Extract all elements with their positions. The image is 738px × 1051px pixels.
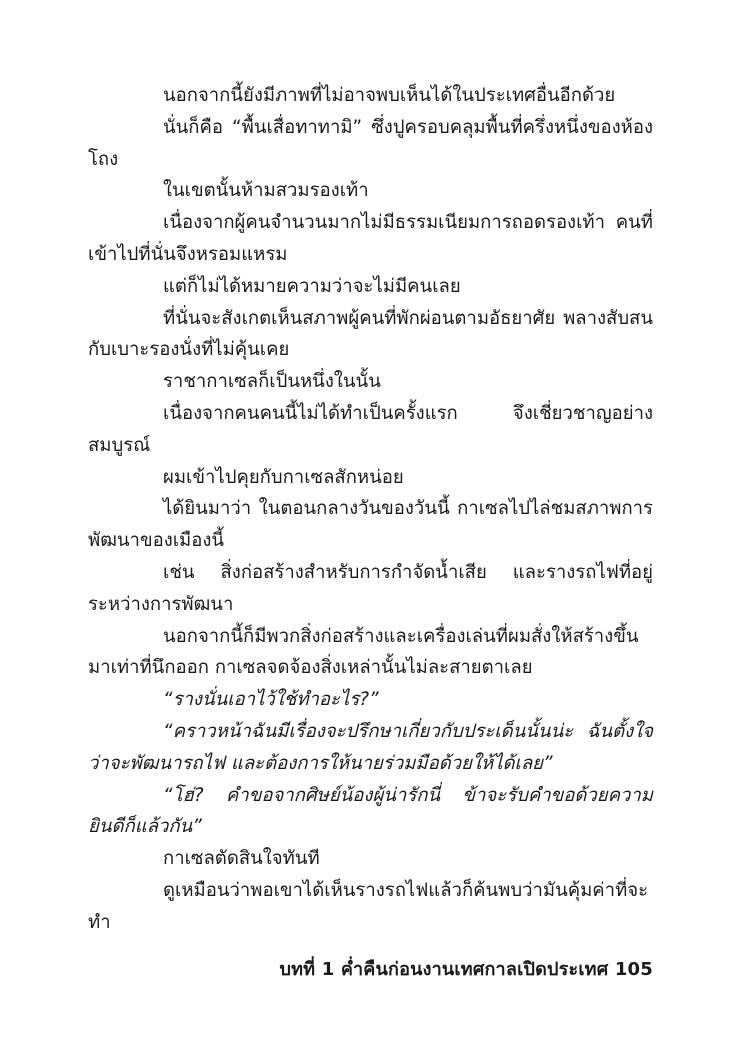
dialogue-paragraph: “รางนั่นเอาไว้ใช้ทำอะไร?”	[163, 689, 379, 711]
page-footer: บทที่ 1 ค่ำคืนก่อนงานเทศกาลเปิดประเทศ 105	[279, 959, 653, 980]
paragraph: ได้ยินมาว่า ในตอนกลางวันของวันนี้ กาเซลไปไล่ชมสภาพการพัฒนาของเมืองนี้	[88, 498, 653, 552]
paragraph: เนื่องจากคนคนนี้ไม่ได้ทำเป็นครั้งแรก จึงเชี่ยวชาญอย่างสมบูรณ์	[88, 402, 653, 456]
dialogue-paragraph: “โฮ่? คำขอจากศิษย์น้องผู้น่ารักนี่ ข้าจะรับคำขอด้วยความยินดีก็แล้วกัน”	[88, 784, 653, 838]
paragraph: นอกจากนี้ยังมีภาพที่ไม่อาจพบเห็นได้ในประเทศอื่นอีกด้วย	[163, 85, 616, 106]
dialogue-paragraph: “คราวหน้าฉันมีเรื่องจะปรึกษาเกี่ยวกับประเด็นนั้นน่ะ ฉันตั้งใจว่าจะพัฒนารถไฟ และต้องการให้นายร่วมมือด้วยให้ได้เลย”	[88, 720, 653, 774]
paragraph: ราชากาเซลก็เป็นหนึ่งในนั้น	[163, 371, 381, 393]
paragraph: ในเขตนั้นห้ามสวมรองเท้า	[163, 180, 369, 202]
paragraph: นั่นก็คือ “พื้นเสื่อทาทามิ” ซึ่งปูครอบคลุมพื้นที่ครึ่งหนึ่งของห้องโถง	[88, 116, 653, 170]
paragraph: ที่นั่นจะสังเกตเห็นสภาพผู้คนที่พักผ่อนตามอัธยาศัย พลางสับสนกับเบาะรองนั่งที่ไม่คุ้นเคย	[88, 307, 653, 361]
paragraph: ผมเข้าไปคุยกับกาเซลสักหน่อย	[163, 466, 404, 488]
paragraph: ดูเหมือนว่าพอเขาได้เห็นรางรถไฟแล้วก็ค้นพบว่ามันคุ้มค่าที่จะทำ	[88, 879, 649, 933]
paragraph: เนื่องจากผู้คนจำนวนมากไม่มีธรรมเนียมการถอดรองเท้า คนที่เข้าไปที่นั่นจึงหรอมแหรม	[88, 212, 653, 265]
page-body	[88, 80, 653, 980]
paragraph: เช่น สิ่งก่อสร้างสำหรับการกำจัดน้ำเสีย และรางรถไฟที่อยู่ระหว่างการพัฒนา	[88, 561, 653, 615]
paragraph: นอกจากนี้ก็มีพวกสิ่งก่อสร้างและเครื่องเล่นที่ผมสั่งให้สร้างขึ้นมาเท่าที่นึกออก กาเซลจดจ้องสิ่งเหล่านั้นไม่ละสายตาเลย	[88, 625, 639, 679]
paragraph: กาเซลตัดสินใจทันที	[163, 848, 320, 870]
paragraph: แต่ก็ไม่ได้หมายความว่าจะไม่มีคนเลย	[163, 275, 461, 297]
